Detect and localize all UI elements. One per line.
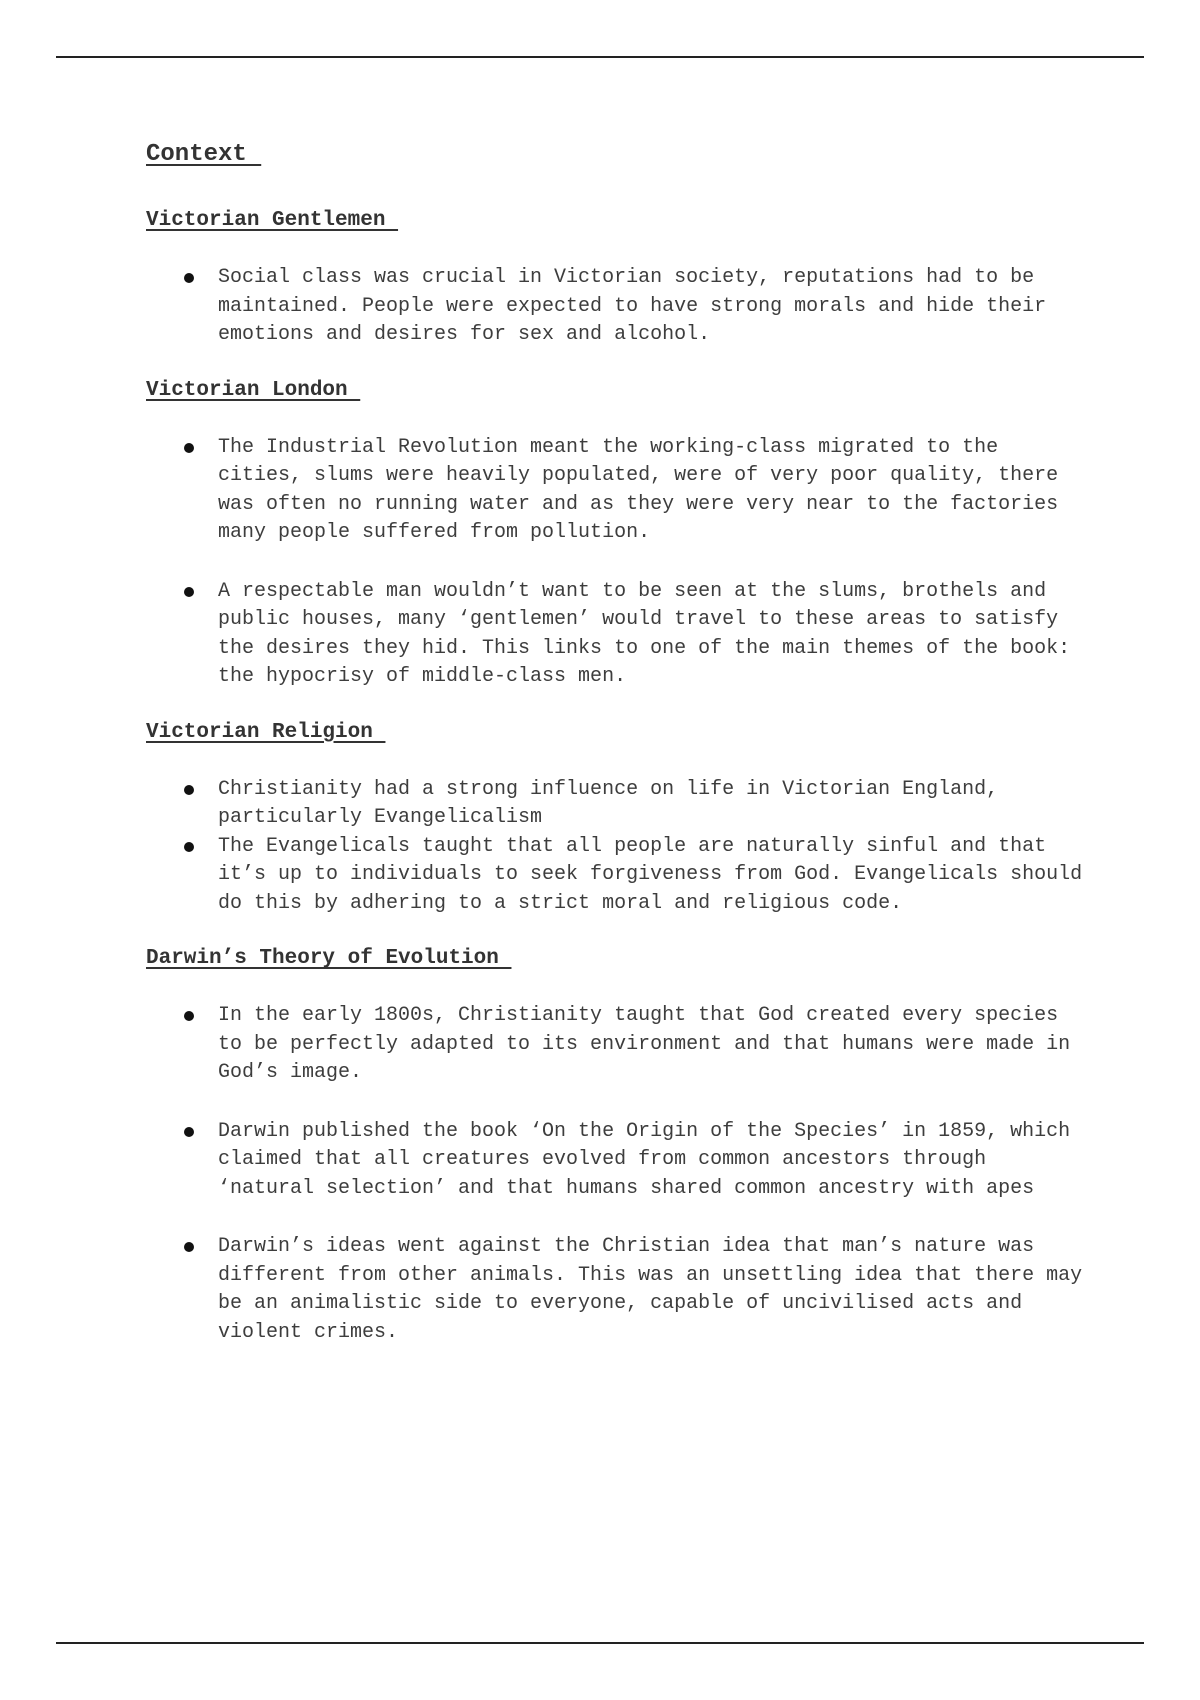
bullet-icon bbox=[184, 587, 194, 597]
list-item-text: Christianity had a strong influence on life in Victorian England, particularly Evangelicalism bbox=[218, 777, 999, 829]
section-heading: Victorian Gentlemen bbox=[146, 209, 399, 232]
section-victorian-london bbox=[146, 378, 1086, 692]
page-title: Context bbox=[146, 141, 262, 168]
list-item-text: Darwin published the book ‘On the Origin of the Species’ in 1859, which claimed that all creatures evolved from common ancestors through ‘natural selection’ and that humans shared common ancestry with apes bbox=[218, 1119, 1071, 1200]
bullet-icon bbox=[184, 1242, 194, 1252]
bullet-icon bbox=[184, 842, 194, 852]
bottom-rule bbox=[56, 1642, 1144, 1644]
list-item bbox=[146, 264, 1086, 350]
list-item-text: The Industrial Revolution meant the working-class migrated to the cities, slums were heavily populated, were of very poor quality, there was often no running water and as they were very near to the factories many people suffered from pollution. bbox=[218, 435, 1059, 544]
list-item bbox=[146, 1118, 1086, 1204]
list-item bbox=[146, 578, 1086, 692]
bullet-list bbox=[146, 264, 1086, 350]
list-item-text: The Evangelicals taught that all people are naturally sinful and that it’s up to individuals to seek forgiveness from God. Evangelicals should do this by adhering to a strict moral and religious code. bbox=[218, 834, 1083, 915]
bullet-list bbox=[146, 776, 1086, 919]
document-body bbox=[146, 140, 1086, 1375]
section-heading: Victorian Religion bbox=[146, 720, 386, 744]
bullet-list bbox=[146, 434, 1086, 692]
bullet-icon bbox=[184, 1127, 194, 1137]
list-item-text: In the early 1800s, Christianity taught that God created every species to be perfectly adapted to its environment and that humans were made in God’s image. bbox=[218, 1004, 1071, 1084]
section-heading: Victorian London bbox=[146, 378, 361, 402]
list-item bbox=[146, 1002, 1086, 1088]
section-darwins-theory bbox=[146, 946, 1086, 1347]
list-item-text: A respectable man wouldn’t want to be seen at the slums, brothels and public houses, many ‘gentlemen’ would travel to these areas to satisfy the desires they hid. This links to one of the main themes of the book: the hypocrisy of middle-class men. bbox=[218, 579, 1071, 688]
list-item bbox=[146, 776, 1086, 833]
section-victorian-gentlemen bbox=[146, 208, 1086, 350]
bullet-list bbox=[146, 1002, 1086, 1347]
bullet-icon bbox=[184, 785, 194, 795]
bullet-icon bbox=[184, 443, 194, 453]
list-item bbox=[146, 434, 1086, 548]
list-item bbox=[146, 833, 1086, 919]
top-rule bbox=[56, 56, 1144, 58]
bullet-icon bbox=[184, 1011, 194, 1021]
list-item-text: Darwin’s ideas went against the Christian idea that man’s nature was different from other animals. This was an unsettling idea that there may be an animalistic side to everyone, capable of uncivilised acts and violent crimes. bbox=[218, 1235, 1083, 1344]
bullet-icon bbox=[184, 273, 194, 283]
list-item-text: Social class was crucial in Victorian society, reputations had to be maintained. People were expected to have strong morals and hide their emotions and desires for sex and alcohol. bbox=[218, 266, 1047, 346]
section-victorian-religion bbox=[146, 720, 1086, 919]
section-heading: Darwin’s Theory of Evolution bbox=[146, 947, 512, 970]
list-item bbox=[146, 1233, 1086, 1347]
